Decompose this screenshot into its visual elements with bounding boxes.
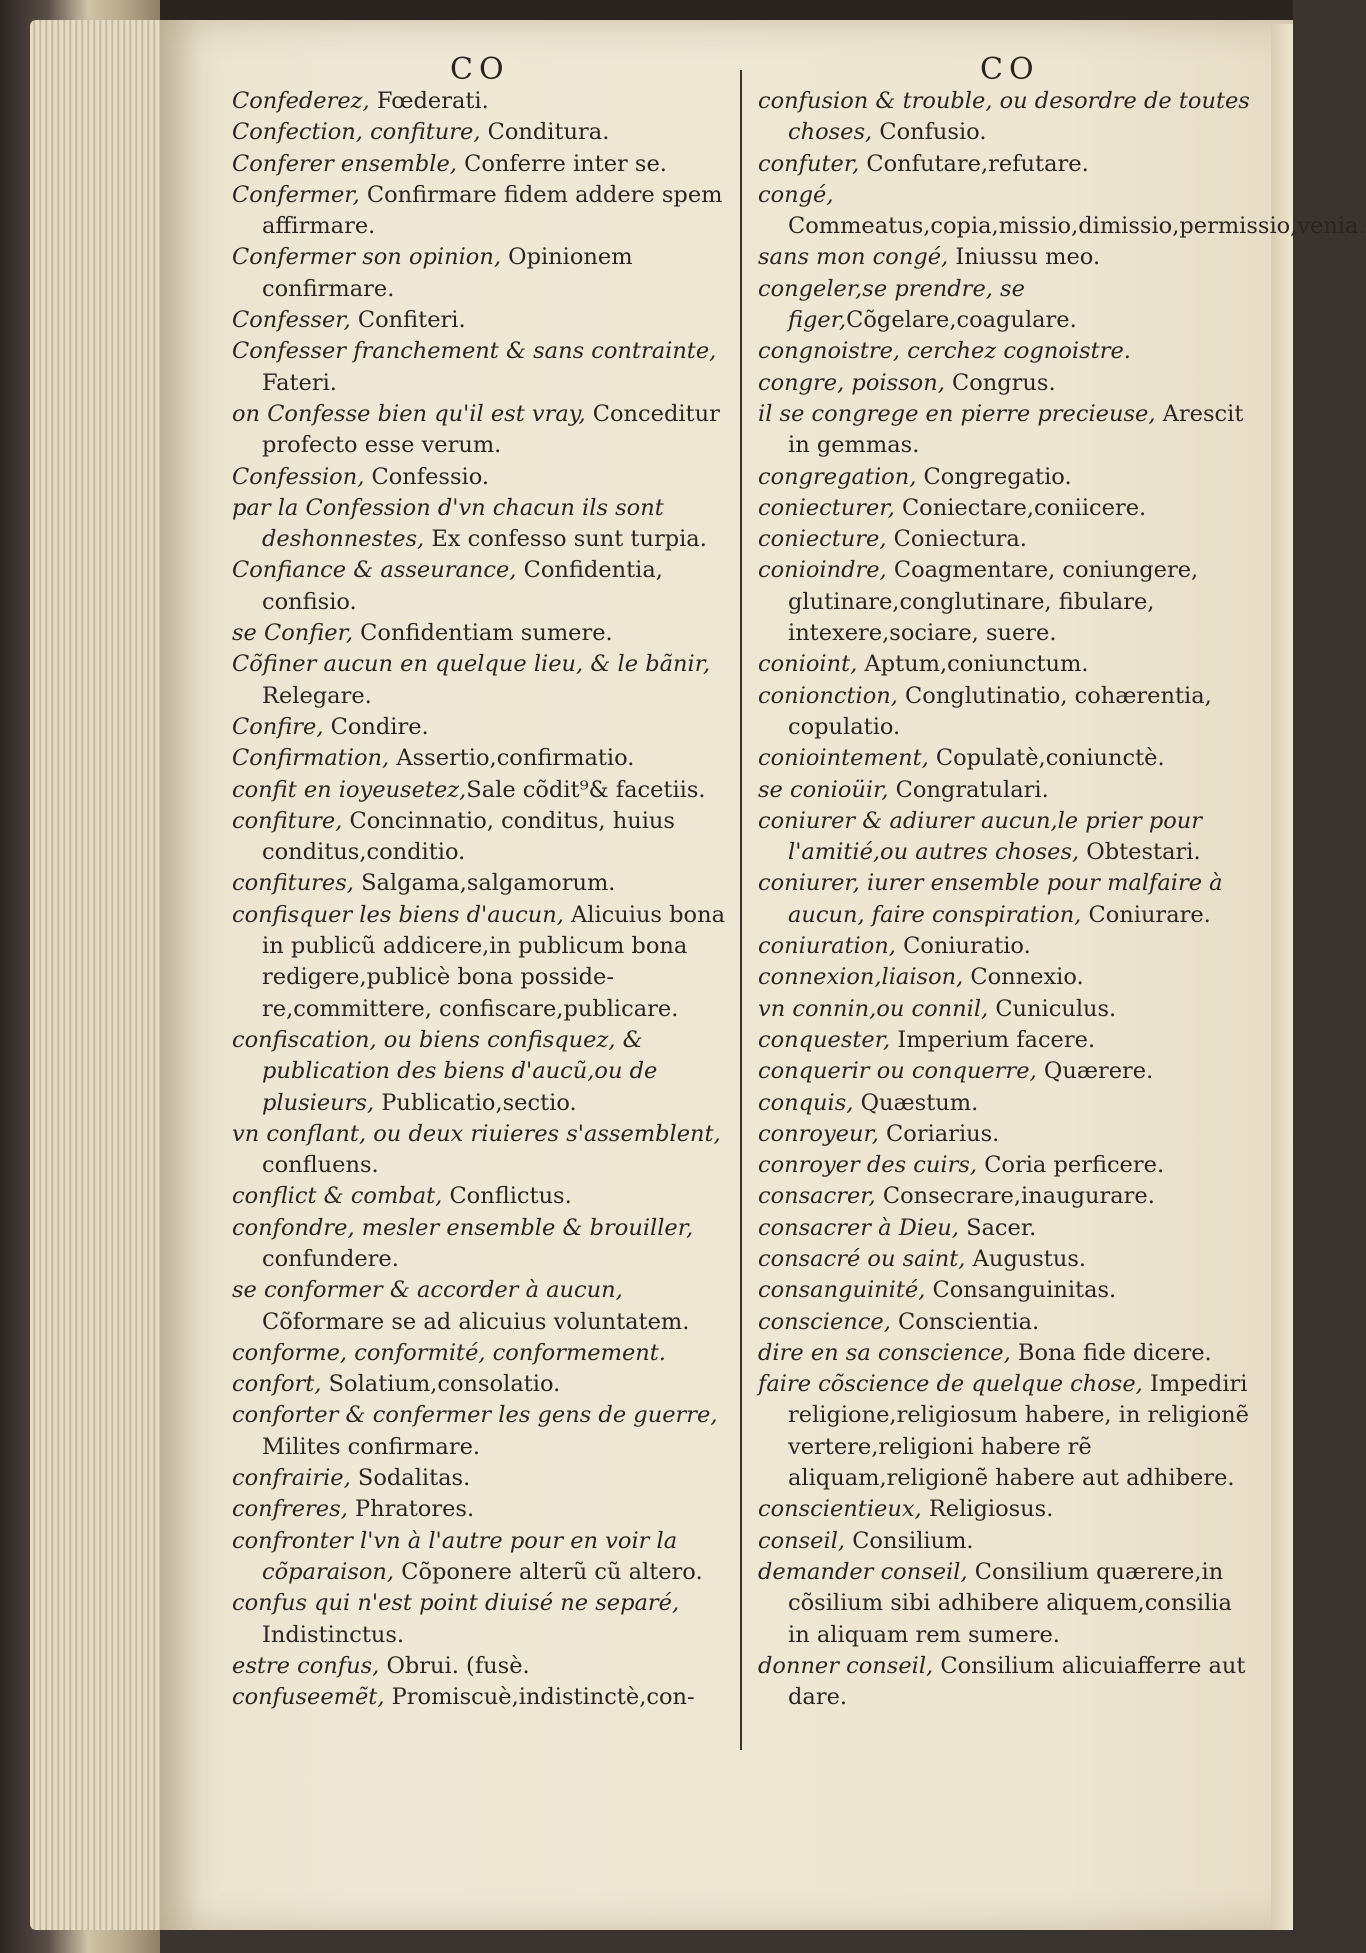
french-headword: conquerir ou conquerre, bbox=[758, 1058, 1037, 1085]
latin-translation: Confusio. bbox=[872, 119, 987, 146]
latin-translation: Cõgelare,coagulare. bbox=[846, 307, 1077, 334]
dictionary-entry bbox=[232, 806, 732, 869]
latin-translation: Copulatè,coniunctè. bbox=[928, 745, 1165, 772]
french-headword: confronter l'vn à l'autre pour en voir la cõparaison, bbox=[232, 1527, 678, 1585]
dictionary-entry bbox=[758, 775, 1256, 806]
latin-translation: Consilium alicuiafferre aut dare. bbox=[788, 1652, 1246, 1711]
latin-translation: Conflictus. bbox=[442, 1183, 572, 1210]
latin-translation: Coniectare,coniicere. bbox=[894, 494, 1147, 521]
french-headword: consacré ou saint, bbox=[758, 1245, 966, 1272]
latin-translation: Conceditur profecto esse verum. bbox=[262, 400, 720, 459]
dictionary-entry bbox=[758, 931, 1256, 962]
right-column bbox=[758, 86, 1366, 1713]
french-headword: se Confier, bbox=[232, 620, 354, 647]
french-headword: Confesser, bbox=[232, 307, 351, 334]
dictionary-entry bbox=[758, 1338, 1256, 1369]
latin-translation: Indistinctus. bbox=[262, 1621, 405, 1648]
dictionary-entry bbox=[232, 1526, 732, 1589]
french-headword: Confesser franchement & sans contrainte, bbox=[232, 338, 717, 365]
latin-translation: Obtestari. bbox=[1079, 839, 1201, 866]
latin-translation: Consanguinitas. bbox=[925, 1277, 1117, 1304]
dictionary-entry bbox=[232, 1463, 732, 1494]
dictionary-entry bbox=[232, 1213, 732, 1276]
french-headword: Confession, bbox=[232, 463, 365, 490]
french-headword: conscientieux, bbox=[758, 1496, 922, 1523]
french-headword: Conferer ensemble, bbox=[232, 150, 457, 177]
french-headword: congeler,se prendre, se figer, bbox=[758, 275, 1025, 334]
latin-translation: Salgama,salgamorum. bbox=[353, 870, 616, 897]
dictionary-entry bbox=[758, 1088, 1256, 1119]
latin-translation: Coniuratio. bbox=[895, 933, 1031, 960]
french-headword: vn conflant, ou deux riuieres s'assemblent, bbox=[232, 1120, 721, 1147]
latin-translation: confluens. bbox=[262, 1152, 379, 1179]
latin-translation: Congratulari. bbox=[888, 776, 1049, 803]
left-column-header: CO bbox=[450, 52, 510, 87]
latin-translation: Confiteri. bbox=[350, 307, 466, 334]
page-stack-edge bbox=[30, 20, 170, 1930]
latin-translation: Impediri religione,religiosum habere, in religionẽ vertere,religioni habere rẽ aliquam,religionẽ habere aut adhibere. bbox=[788, 1371, 1249, 1492]
french-headword: coniurer, iurer ensemble pour malfaire à aucun, faire conspiration, bbox=[758, 870, 1223, 928]
french-headword: coniecturer, bbox=[758, 494, 895, 521]
latin-translation: Ex confesso sunt turpia. bbox=[424, 526, 707, 553]
dictionary-entry bbox=[758, 1181, 1256, 1212]
right-column-header: CO bbox=[980, 52, 1040, 87]
dictionary-entry bbox=[232, 242, 732, 305]
dictionary-entry bbox=[758, 1244, 1256, 1275]
french-headword: coniecture, bbox=[758, 526, 887, 553]
latin-translation: Sale cõdit⁹& facetiis. bbox=[466, 776, 706, 803]
dictionary-entry bbox=[232, 1369, 732, 1400]
french-headword: confort, bbox=[232, 1371, 322, 1398]
french-headword: confiscation, ou biens confisquez, & publication des biens d'aucũ,ou de plusieurs, bbox=[232, 1026, 658, 1116]
latin-translation: Sodalitas. bbox=[350, 1465, 471, 1492]
french-headword: demander conseil, bbox=[758, 1558, 968, 1585]
french-headword: vn connin,ou connil, bbox=[758, 995, 989, 1022]
latin-translation: Relegare. bbox=[262, 682, 372, 709]
latin-translation: Confidentiam sumere. bbox=[353, 620, 613, 647]
latin-translation: Coniurare. bbox=[1081, 901, 1211, 928]
french-headword: confreres, bbox=[232, 1496, 348, 1523]
dictionary-entry bbox=[232, 1494, 732, 1525]
french-headword: conioint, bbox=[758, 651, 858, 678]
latin-translation: Congregatio. bbox=[916, 463, 1072, 490]
french-headword: se conformer & accorder à aucun, bbox=[232, 1277, 623, 1304]
dictionary-entry bbox=[232, 555, 732, 618]
dictionary-entry bbox=[232, 1181, 732, 1212]
latin-translation: Alicuius bona in publicũ addicere,in publicum bona redigere,publicè bona posside-re,committere, confiscare,publicare. bbox=[262, 901, 725, 1022]
french-headword: Confermer son opinion, bbox=[232, 244, 501, 271]
latin-translation: Consilium quærere,in cõsilium sibi adhibere aliquem,consilia in aliquam rem sumere. bbox=[788, 1558, 1232, 1648]
dictionary-entry bbox=[758, 242, 1256, 273]
dictionary-entry bbox=[232, 399, 732, 462]
french-headword: faire cõscience de quelque chose, bbox=[758, 1371, 1143, 1398]
dictionary-entry bbox=[232, 1025, 732, 1119]
left-column bbox=[232, 86, 732, 1713]
french-headword: se conioüir, bbox=[758, 776, 889, 803]
dictionary-entry bbox=[232, 462, 732, 493]
latin-translation: Confidentia, confisio. bbox=[262, 557, 663, 615]
french-headword: coniointement, bbox=[758, 745, 929, 772]
french-headword: confuter, bbox=[758, 150, 860, 177]
latin-translation: Consecrare,inaugurare. bbox=[875, 1183, 1155, 1210]
french-headword: consacrer, bbox=[758, 1183, 876, 1210]
french-headword: Confederez, bbox=[232, 88, 370, 114]
dictionary-entry bbox=[758, 180, 1366, 243]
french-headword: conroyer des cuirs, bbox=[758, 1152, 978, 1179]
latin-translation: Congrus. bbox=[944, 369, 1056, 396]
latin-translation: Publicatio,sectio. bbox=[374, 1089, 577, 1116]
latin-translation: Fœderati. bbox=[369, 88, 489, 114]
french-headword: confusion & trouble, ou desordre de toutes choses, bbox=[758, 88, 1250, 146]
dictionary-entry bbox=[758, 1369, 1256, 1494]
dictionary-entry bbox=[758, 1526, 1256, 1557]
dictionary-entry bbox=[232, 900, 732, 1025]
dictionary-entry bbox=[758, 962, 1256, 993]
latin-translation: Promiscuè,indistinctè,con- bbox=[384, 1684, 695, 1711]
latin-translation: Confirmare fidem addere spem affirmare. bbox=[262, 181, 723, 240]
french-headword: conseil, bbox=[758, 1527, 846, 1554]
dictionary-entry bbox=[758, 1150, 1256, 1181]
latin-translation: Conglutinatio, cohærentia, copulatio. bbox=[788, 682, 1212, 740]
dictionary-entry bbox=[758, 1494, 1256, 1525]
french-headword: confrairie, bbox=[232, 1465, 351, 1492]
latin-translation: confundere. bbox=[262, 1245, 399, 1272]
french-headword: conforter & confermer les gens de guerre, bbox=[232, 1402, 718, 1429]
latin-translation: Coagmentare, coniungere, glutinare,conglutinare, fibulare, intexere,sociare, suere. bbox=[788, 557, 1199, 647]
latin-translation: Confessio. bbox=[364, 463, 490, 490]
latin-translation: Coria perficere. bbox=[977, 1152, 1165, 1179]
french-headword: confitures, bbox=[232, 870, 354, 897]
dictionary-entry bbox=[758, 1557, 1256, 1651]
latin-translation: Confutare,refutare. bbox=[859, 150, 1089, 177]
french-headword: Confirmation, bbox=[232, 745, 390, 772]
latin-translation: Opinionem confirmare. bbox=[262, 244, 633, 302]
french-headword: confuseemẽt, bbox=[232, 1684, 385, 1711]
latin-translation: Cõponere alterũ cũ altero. bbox=[394, 1558, 703, 1585]
french-headword: conquis, bbox=[758, 1089, 854, 1116]
dictionary-entry bbox=[758, 336, 1256, 367]
latin-translation: Religiosus. bbox=[921, 1496, 1054, 1523]
french-headword: conflict & combat, bbox=[232, 1183, 443, 1210]
dictionary-entry bbox=[758, 555, 1256, 649]
latin-translation: Condire. bbox=[323, 713, 429, 740]
latin-translation: Connexio. bbox=[963, 964, 1084, 991]
latin-translation: Quærere. bbox=[1036, 1058, 1154, 1085]
latin-translation: Obrui. (fusè. bbox=[379, 1652, 530, 1679]
french-headword: conquester, bbox=[758, 1026, 891, 1053]
french-headword: congre, poisson, bbox=[758, 369, 945, 396]
french-headword: coniurer & adiurer aucun,le prier pour l'amitié,ou autres choses, bbox=[758, 807, 1203, 866]
french-headword: congnoistre, cerchez cognoistre. bbox=[758, 338, 1131, 365]
french-headword: conroyeur, bbox=[758, 1120, 879, 1147]
dictionary-entry bbox=[758, 994, 1256, 1025]
french-headword: confiture, bbox=[232, 807, 343, 834]
dictionary-entry bbox=[758, 1213, 1256, 1244]
french-headword: on Confesse bien qu'il est vray, bbox=[232, 400, 586, 427]
latin-translation: Bona fide dicere. bbox=[1010, 1339, 1212, 1366]
french-headword: dire en sa conscience, bbox=[758, 1339, 1011, 1366]
latin-translation: Conferre inter se. bbox=[456, 150, 667, 177]
french-headword: congregation, bbox=[758, 463, 917, 490]
dictionary-entry bbox=[758, 399, 1256, 462]
dictionary-entry bbox=[758, 462, 1256, 493]
dictionary-entry bbox=[232, 712, 732, 743]
dictionary-entry bbox=[232, 180, 732, 243]
dictionary-entry bbox=[232, 649, 732, 712]
latin-translation: Milites confirmare. bbox=[262, 1433, 481, 1460]
dictionary-entry bbox=[758, 806, 1256, 869]
latin-translation: Solatium,consolatio. bbox=[321, 1371, 561, 1398]
latin-translation: Arescit in gemmas. bbox=[788, 400, 1244, 459]
latin-translation: Sacer. bbox=[958, 1214, 1037, 1241]
dictionary-entry bbox=[758, 1119, 1256, 1150]
dictionary-entry bbox=[758, 274, 1256, 337]
facing-page-edge bbox=[1271, 24, 1293, 1930]
dictionary-entry bbox=[758, 743, 1256, 774]
dictionary-entry bbox=[758, 1025, 1256, 1056]
latin-translation: Quæstum. bbox=[853, 1089, 979, 1116]
latin-translation: Cuniculus. bbox=[988, 995, 1117, 1022]
french-headword: conscience, bbox=[758, 1308, 891, 1335]
dictionary-entry bbox=[758, 1056, 1256, 1087]
dictionary-entry bbox=[758, 1307, 1256, 1338]
french-headword: par la Confession d'vn chacun ils sont deshonnestes, bbox=[232, 494, 664, 553]
dictionary-entry bbox=[232, 336, 732, 399]
dictionary-entry bbox=[758, 1651, 1256, 1714]
dictionary-entry bbox=[232, 1338, 732, 1369]
latin-translation: Fateri. bbox=[262, 369, 337, 396]
french-headword: connexion,liaison, bbox=[758, 964, 964, 991]
french-headword: confondre, mesler ensemble & brouiller, bbox=[232, 1214, 694, 1241]
latin-translation: Assertio,confirmatio. bbox=[389, 745, 635, 772]
latin-translation: Iniussu meo. bbox=[948, 244, 1101, 271]
dictionary-entry bbox=[232, 305, 732, 336]
latin-translation: Concinnatio, conditus, huius conditus,conditio. bbox=[262, 807, 675, 866]
dictionary-entry bbox=[758, 649, 1256, 680]
dictionary-entry bbox=[232, 868, 732, 899]
french-headword: il se congrege en pierre precieuse, bbox=[758, 400, 1156, 427]
latin-translation: Coriarius. bbox=[878, 1120, 1000, 1147]
dictionary-entry bbox=[232, 1400, 732, 1463]
dictionary-entry bbox=[758, 1275, 1256, 1306]
dictionary-entry bbox=[232, 86, 732, 117]
french-headword: coniuration, bbox=[758, 933, 896, 960]
french-headword: Confermer, bbox=[232, 181, 360, 208]
latin-translation: Coniectura. bbox=[886, 526, 1027, 553]
french-headword: consanguinité, bbox=[758, 1277, 926, 1304]
dictionary-entry bbox=[232, 775, 732, 806]
latin-translation: Consilium. bbox=[845, 1527, 974, 1554]
dictionary-entry bbox=[232, 117, 732, 148]
dictionary-entry bbox=[758, 493, 1256, 524]
french-headword: conforme, conformité, conformement. bbox=[232, 1339, 666, 1366]
dictionary-entry bbox=[232, 1651, 732, 1682]
latin-translation: Commeatus,copia,missio,dimissio,permissio,venia. bbox=[788, 213, 1366, 240]
french-headword: confus qui n'est point diuisé ne separé, bbox=[232, 1590, 680, 1617]
latin-translation: Aptum,coniunctum. bbox=[857, 651, 1089, 678]
french-headword: congé, bbox=[758, 181, 834, 208]
french-headword: conioindre, bbox=[758, 557, 887, 584]
dictionary-entry bbox=[232, 743, 732, 774]
dictionary-entry bbox=[232, 1588, 732, 1651]
french-headword: donner conseil, bbox=[758, 1652, 934, 1679]
latin-translation: Cõformare se ad alicuius voluntatem. bbox=[262, 1308, 690, 1335]
dictionary-entry bbox=[758, 86, 1256, 149]
dictionary-entry bbox=[232, 493, 732, 556]
dictionary-entry bbox=[232, 1682, 732, 1713]
dictionary-entry bbox=[232, 618, 732, 649]
latin-translation: Conditura. bbox=[480, 119, 610, 146]
latin-translation: Phratores. bbox=[347, 1496, 475, 1523]
dictionary-entry bbox=[758, 149, 1256, 180]
dictionary-entry bbox=[232, 149, 732, 180]
french-headword: sans mon congé, bbox=[758, 244, 949, 271]
dictionary-entry bbox=[758, 868, 1256, 931]
french-headword: consacrer à Dieu, bbox=[758, 1214, 959, 1241]
dictionary-entry bbox=[758, 681, 1256, 744]
french-headword: conionction, bbox=[758, 682, 898, 709]
column-divider bbox=[740, 70, 742, 1750]
french-headword: Confection, confiture, bbox=[232, 119, 481, 146]
french-headword: estre confus, bbox=[232, 1652, 380, 1679]
dictionary-entry bbox=[758, 524, 1256, 555]
latin-translation: Conscientia. bbox=[890, 1308, 1040, 1335]
dictionary-entry bbox=[232, 1119, 732, 1182]
french-headword: confit en ioyeusetez, bbox=[232, 776, 467, 803]
french-headword: Cõfiner aucun en quelque lieu, & le bãnir, bbox=[232, 651, 711, 678]
french-headword: confisquer les biens d'aucun, bbox=[232, 901, 564, 928]
latin-translation: Augustus. bbox=[965, 1245, 1087, 1272]
latin-translation: Imperium facere. bbox=[890, 1026, 1096, 1053]
dictionary-entry bbox=[758, 368, 1256, 399]
french-headword: Confire, bbox=[232, 713, 324, 740]
dictionary-entry bbox=[232, 1275, 732, 1338]
french-headword: Confiance & asseurance, bbox=[232, 557, 517, 584]
